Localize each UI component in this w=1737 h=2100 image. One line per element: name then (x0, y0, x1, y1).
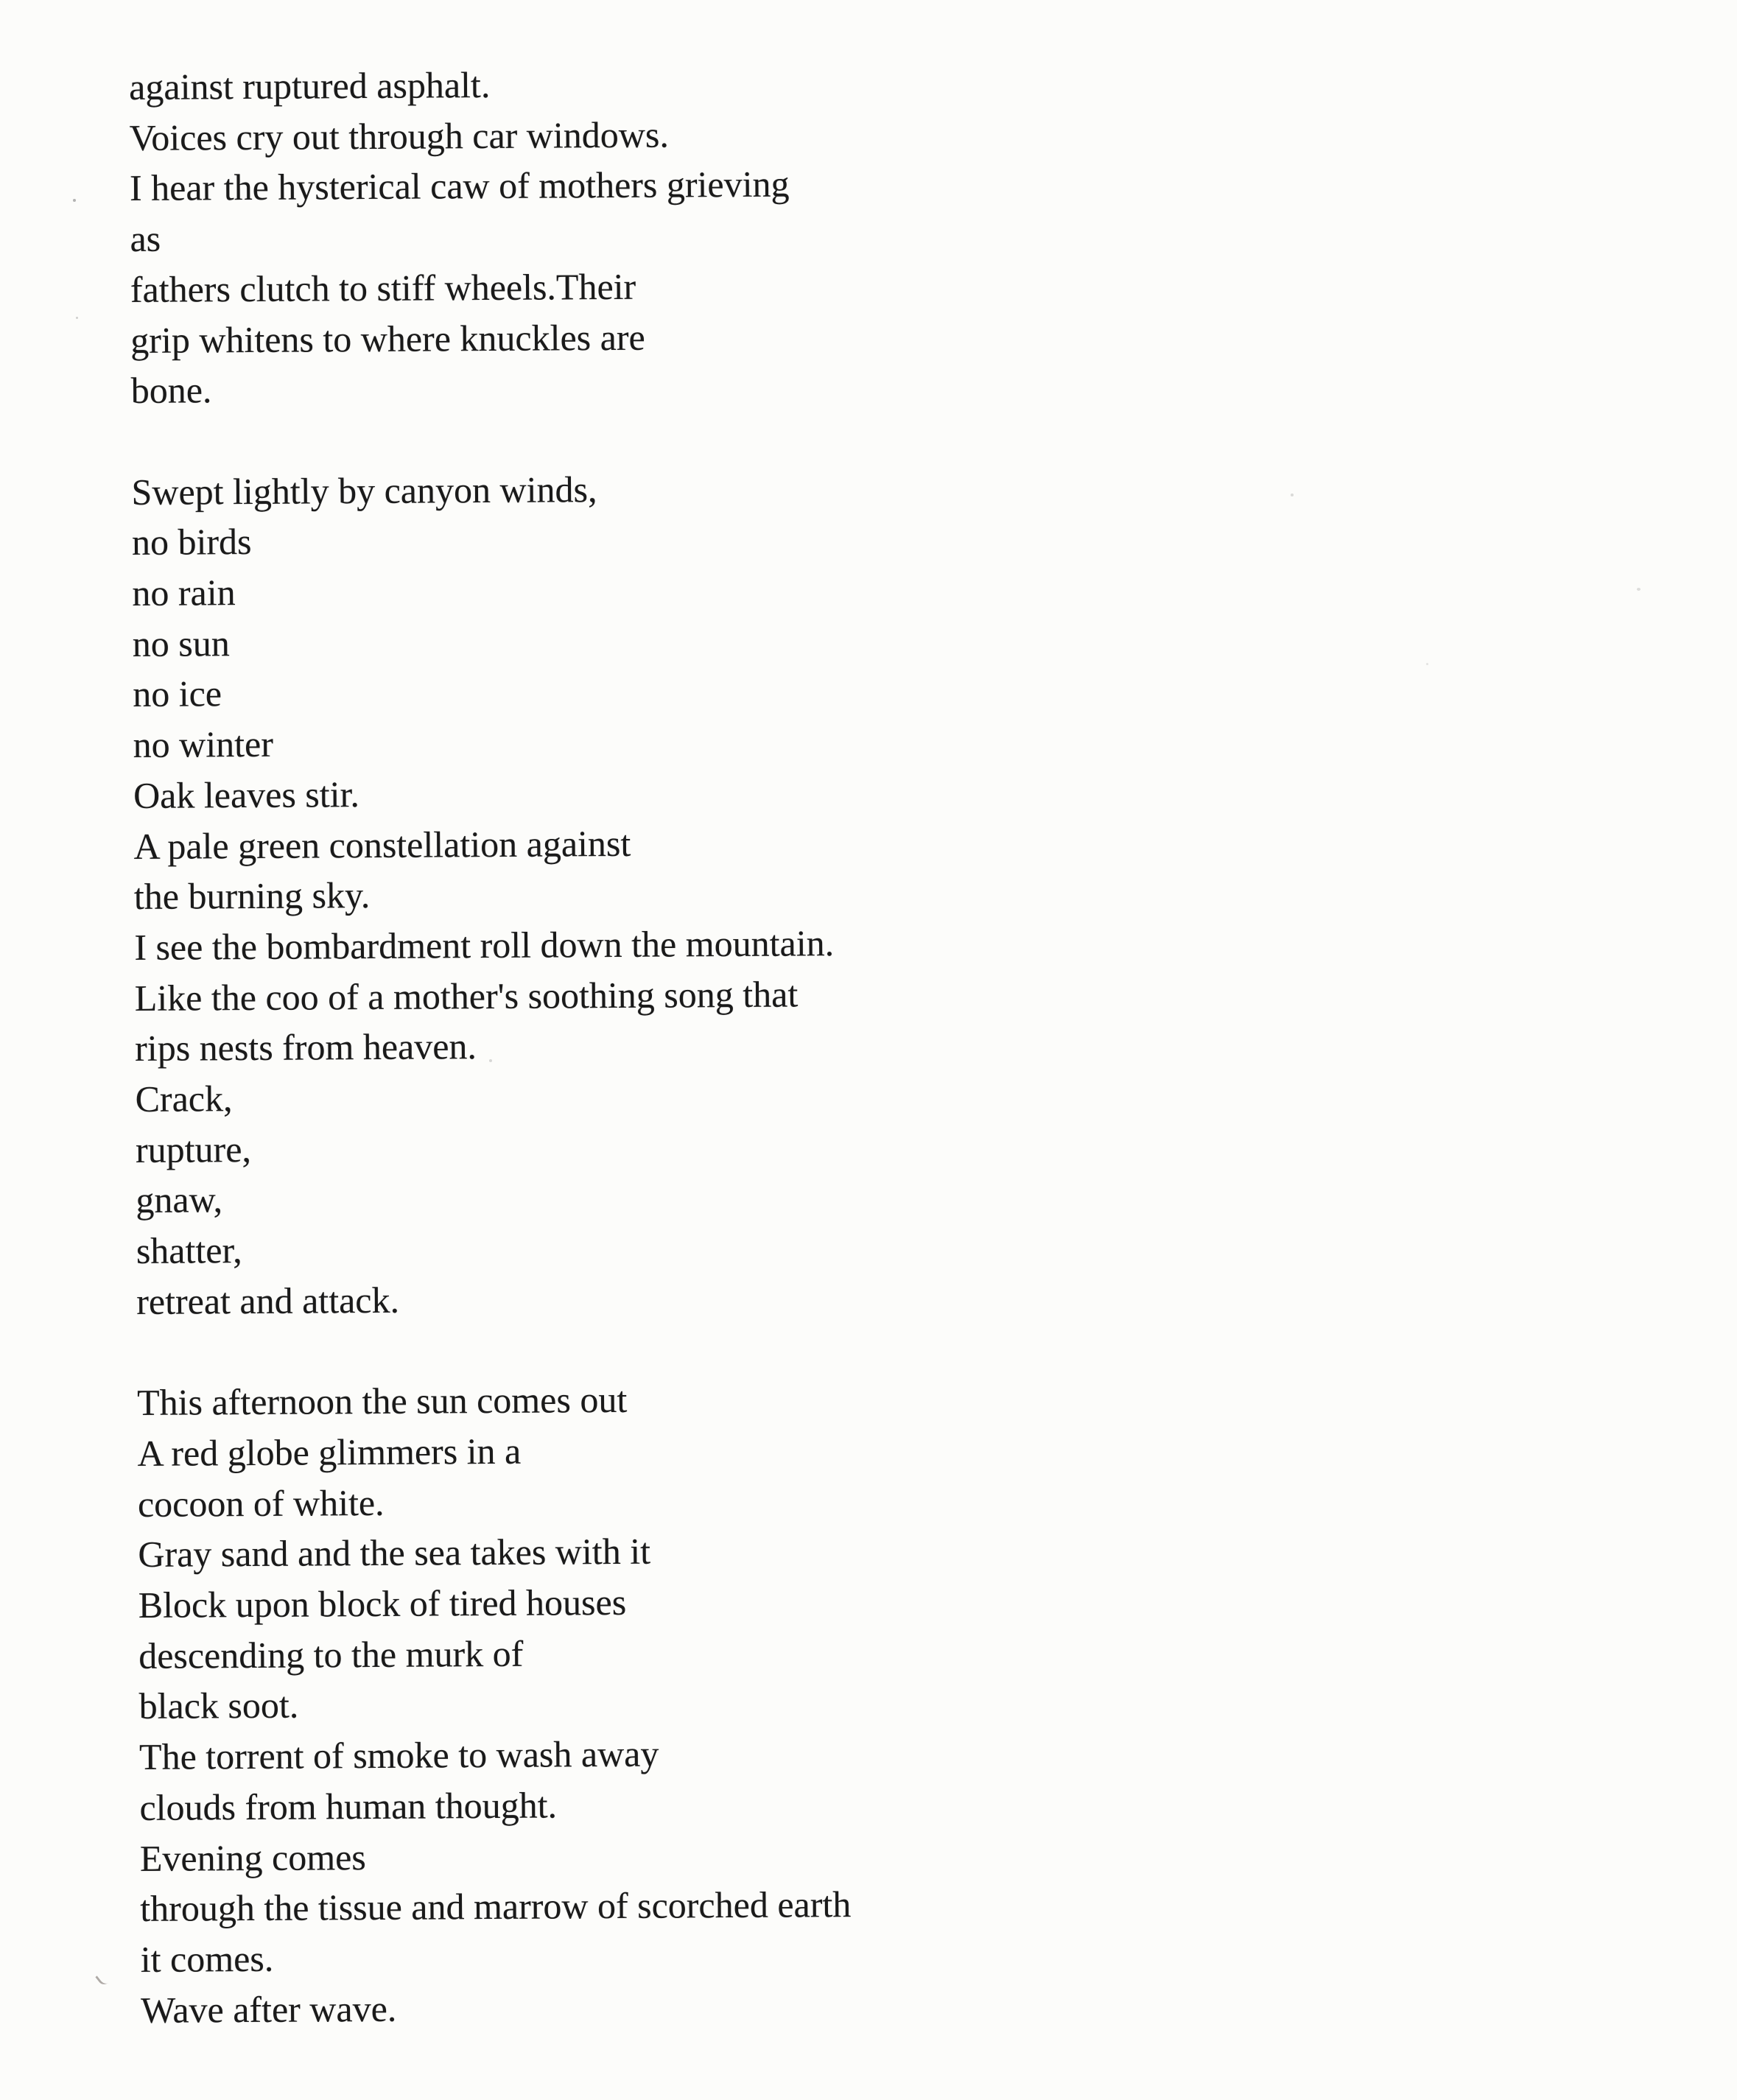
scan-speck (1426, 663, 1428, 665)
poem-text-block (129, 57, 852, 2035)
scan-speck (1291, 494, 1294, 496)
poem-line: Block upon block of tired houses (138, 1581, 627, 1626)
poem-line: The torrent of smoke to wash away (138, 1732, 659, 1778)
poem-line: bone. (130, 369, 212, 412)
poem-line: A pale green constellation against (133, 822, 631, 867)
poem-line: through the tissue and marrow of scorched earth (140, 1883, 852, 1930)
poem-line: This afternoon the sun comes out (136, 1379, 628, 1424)
poem-line: black soot. (138, 1685, 299, 1727)
poem-line: I hear the hysterical caw of mothers grieving (129, 163, 790, 209)
poem-line: the burning sky. (133, 874, 371, 918)
poem-line: shatter, (136, 1229, 242, 1272)
poem-line: against ruptured asphalt. (129, 64, 491, 108)
poem-line: gnaw, (136, 1179, 223, 1221)
stanza-2 (131, 463, 847, 1327)
poem-line: no birds (131, 521, 252, 563)
scan-speck (76, 317, 78, 319)
poem-line: as (130, 217, 161, 260)
poem-line: no ice (133, 673, 222, 715)
scan-speck (73, 199, 76, 202)
poem-line: Voices cry out through car windows. (129, 113, 670, 158)
poem-line: clouds from human thought. (139, 1784, 558, 1828)
scan-speck (489, 1059, 492, 1062)
poem-line: descending to the murk of (138, 1632, 524, 1676)
poem-line: Swept lightly by canyon winds, (131, 468, 597, 513)
stanza-3 (137, 1373, 852, 2035)
poem-line: no rain (132, 572, 236, 614)
poem-line: Gray sand and the sea takes with it (138, 1531, 651, 1576)
stanza-1 (129, 57, 842, 416)
poem-line: rips nests from heaven. (135, 1025, 477, 1070)
poem-line: Crack, (135, 1078, 233, 1120)
poem-line: Oak leaves stir. (133, 773, 360, 816)
scan-speck (1637, 588, 1640, 591)
poem-line: retreat and attack. (136, 1279, 400, 1322)
poem-line: rupture, (135, 1128, 252, 1170)
poem-line: grip whitens to where knuckles are (130, 316, 645, 361)
poem-line: cocoon of white. (137, 1481, 385, 1525)
poem-line: it comes. (140, 1937, 274, 1980)
poem-line: I see the bombardment roll down the mountain. (134, 922, 835, 968)
poem-line: Like the coo of a mother's soothing song that (134, 973, 799, 1019)
poem-line: no winter (133, 723, 274, 766)
poem-line: Wave after wave. (140, 1987, 397, 2031)
poem-line: fathers clutch to stiff wheels.Their (130, 265, 636, 310)
poem-line: Evening comes (139, 1836, 366, 1879)
poem-line: no sun (132, 622, 230, 664)
poem-line: A red globe glimmers in a (137, 1430, 522, 1474)
pencil-mark (95, 1970, 110, 1987)
